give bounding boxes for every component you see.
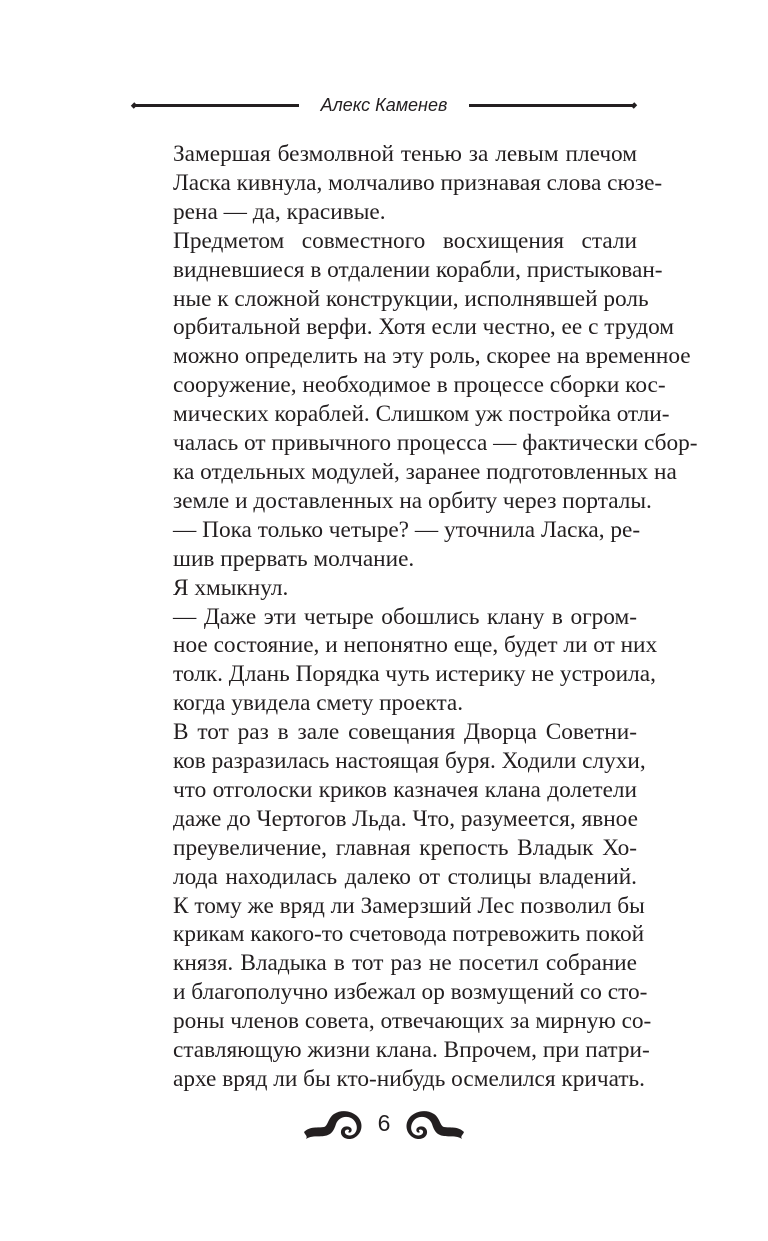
header-rule-right xyxy=(469,104,635,107)
text-line: — Даже эти четыре обошлись клану в огром- xyxy=(173,603,637,630)
text-line: можно определить на эту роль, скорее на временное xyxy=(173,343,691,370)
text-line: даже до Чертогов Льда. Что, разумеется, явное xyxy=(173,805,638,832)
text-line: — Пока только четыре? — уточнила Ласка, ре- xyxy=(173,516,641,543)
text-line: шив прервать молчание. xyxy=(173,545,415,572)
text-line: что отголоски криков казначея клана долетели xyxy=(173,776,637,803)
paragraph xyxy=(135,574,637,603)
text-line: лода находилась далеко от столицы владений. xyxy=(173,863,637,890)
text-line: ка отдельных модулей, заранее подготовленных на xyxy=(173,458,677,485)
text-line: князя. Владыка в тот раз не посетил собрание xyxy=(173,950,637,977)
paragraph xyxy=(135,603,658,719)
scroll-ornament-left-icon xyxy=(302,1108,364,1142)
text-line: ные к сложной конструкции, исполнявшей роль xyxy=(173,285,649,312)
text-line: видневшиеся в отдалении корабли, пристыкован- xyxy=(173,256,663,283)
page-number: 6 xyxy=(377,1109,391,1136)
body-text xyxy=(135,140,698,1094)
text-line: земле и доставленных на орбиту через порталы. xyxy=(173,487,652,514)
text-line: когда увидела смету проекта. xyxy=(173,690,464,717)
paragraph xyxy=(135,140,663,227)
paragraph xyxy=(135,227,698,516)
running-head-author: Алекс Каменев xyxy=(320,94,448,115)
paragraph xyxy=(135,718,652,1094)
text-line: ков разразилась настоящая буря. Ходили слухи, xyxy=(173,748,646,775)
page-footer xyxy=(0,1100,768,1150)
text-line: Ласка кивнула, молчаливо признавая слова сюзе- xyxy=(173,169,663,196)
text-line: сооружение, необходимое в процессе сборки кос- xyxy=(173,372,666,399)
text-line: роны членов совета, отвечающих за мирную со- xyxy=(173,1008,652,1035)
text-line: ставляющую жизни клана. Впрочем, при патри- xyxy=(173,1037,650,1064)
text-line: преувеличение, главная крепость Владык Хо- xyxy=(173,834,637,861)
header-rule-left xyxy=(133,104,299,107)
page-header xyxy=(133,92,635,118)
text-line: крикам какого-то счетовода потревожить покой xyxy=(173,921,645,948)
text-line: архе вряд ли бы кто-нибудь осмелился кричать. xyxy=(173,1066,645,1092)
text-line: Замершая безмолвной тенью за левым плечом xyxy=(173,141,637,167)
scroll-ornament-right-icon xyxy=(404,1108,466,1142)
text-line: В тот раз в зале совещания Дворца Советни- xyxy=(173,719,637,746)
text-line: чалась от привычного процесса — фактически сбор- xyxy=(173,430,698,457)
text-line: Предметом совместного восхищения стали xyxy=(173,227,637,254)
text-line: орбитальной верфи. Хотя если честно, ее с трудом xyxy=(173,314,675,341)
text-line: рена — да, красивые. xyxy=(173,198,386,225)
text-line: К тому же вряд ли Замерзший Лес позволил бы xyxy=(173,892,645,919)
text-line: ное состояние, и непонятно еще, будет ли от них xyxy=(173,632,658,659)
paragraph xyxy=(135,516,641,574)
text-line: и благополучно избежал ор возмущений со сто- xyxy=(173,979,648,1006)
text-line: Я хмыкнул. xyxy=(173,574,289,601)
text-line: толк. Длань Порядка чуть истерику не устроила, xyxy=(173,661,656,688)
text-line: мических кораблей. Слишком уж постройка отли- xyxy=(173,401,670,428)
